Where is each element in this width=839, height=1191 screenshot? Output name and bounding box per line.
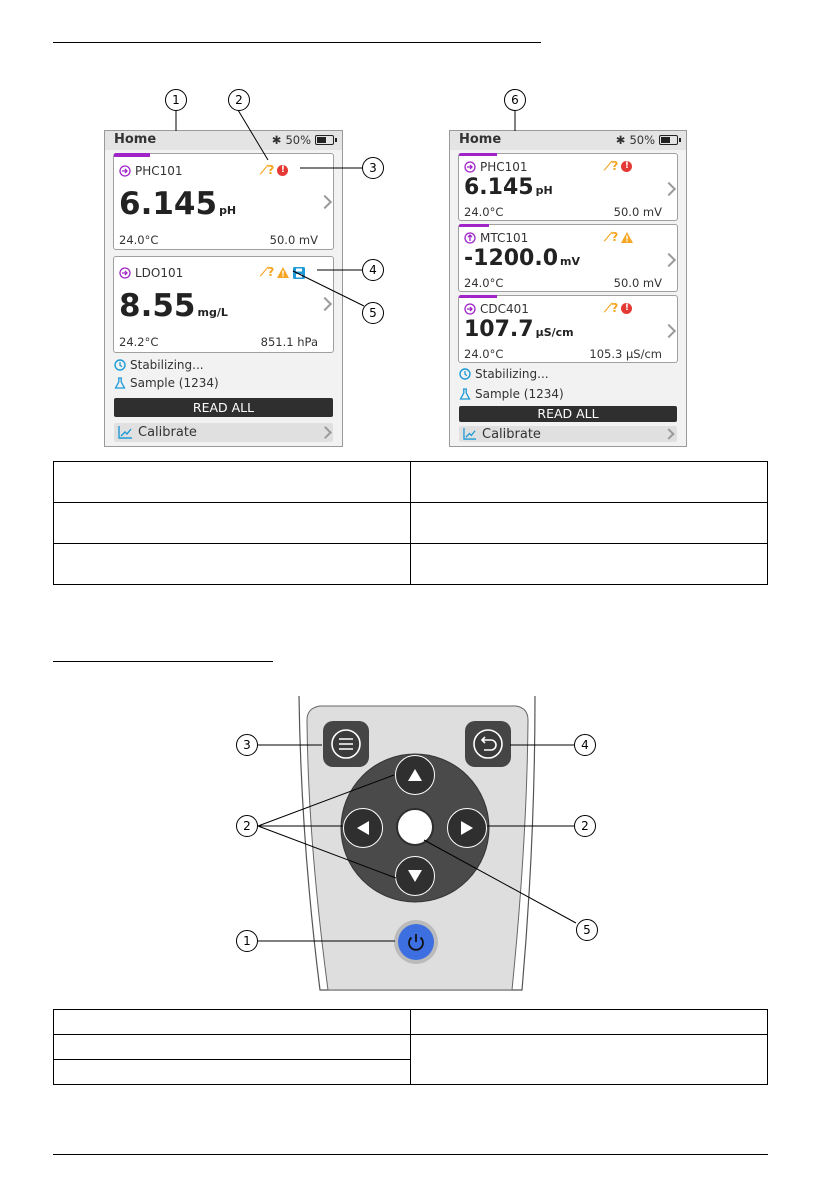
calibrate-label: Calibrate <box>138 425 197 440</box>
error-icon: ! <box>621 303 632 314</box>
table-cell <box>54 462 411 503</box>
screen-callout-leaders <box>0 0 839 460</box>
aux-value: 50.0 mV <box>613 205 662 219</box>
reading-value: 6.145 <box>464 175 534 200</box>
bluetooth-icon: ✱ <box>271 133 282 147</box>
callout-1: 1 <box>165 89 187 111</box>
table-cell <box>54 503 411 544</box>
reading-value: 8.55 <box>119 288 196 324</box>
keypad-callout-1: 1 <box>236 930 258 952</box>
probe-name: PHC101 <box>135 164 183 178</box>
error-icon: ! <box>621 161 632 172</box>
legend-table-screens <box>53 461 768 585</box>
table-row <box>54 503 768 544</box>
probe-name: PHC101 <box>480 160 528 174</box>
keypad-callout-2-left: 2 <box>236 815 258 837</box>
table-row <box>54 1035 768 1060</box>
probe-name: LDO101 <box>135 266 184 280</box>
temperature: 24.0°C <box>464 276 504 290</box>
aux-value: 105.3 µS/cm <box>589 347 662 361</box>
aux-value: 50.0 mV <box>613 276 662 290</box>
reading-unit: mg/L <box>197 306 228 319</box>
table-cell <box>54 1035 411 1060</box>
table-cell <box>54 1060 411 1085</box>
table-cell <box>411 503 768 544</box>
screen-title: Home <box>114 132 157 147</box>
keypad-callout-4: 4 <box>574 734 596 756</box>
table-row <box>54 1010 768 1035</box>
table-cell <box>54 544 411 585</box>
keypad-callout-2-right: 2 <box>574 815 596 837</box>
reading-unit: pH <box>535 184 553 197</box>
probe-name: CDC401 <box>480 302 529 316</box>
temperature: 24.2°C <box>119 335 159 349</box>
callout-4: 4 <box>362 259 384 281</box>
read-all-button[interactable]: READ ALL <box>114 398 333 417</box>
stabilizing-text: Stabilizing... <box>130 358 204 372</box>
reading-value: 6.145 <box>119 186 218 222</box>
sample-text: Sample (1234) <box>130 376 219 390</box>
keypad-callout-leaders <box>0 700 839 960</box>
probe-name: MTC101 <box>480 231 529 245</box>
stabilizing-text: Stabilizing... <box>475 367 549 381</box>
screen-title: Home <box>459 132 502 147</box>
calibration-question-icon: ⟋? <box>260 265 274 279</box>
bluetooth-icon: ✱ <box>615 133 626 147</box>
callout-6: 6 <box>504 89 526 111</box>
calibration-question-icon: ⟋? <box>604 230 618 244</box>
callout-5: 5 <box>362 302 384 324</box>
calibration-question-icon: ⟋? <box>604 159 618 173</box>
callout-3: 3 <box>362 157 384 179</box>
battery-percent: 50% <box>629 133 655 147</box>
reading-unit: mV <box>560 255 581 268</box>
keypad-callout-3: 3 <box>236 734 258 756</box>
calibration-question-icon: ⟋? <box>604 301 618 315</box>
aux-value: 50.0 mV <box>269 233 318 247</box>
calibration-question-icon: ⟋? <box>260 163 274 177</box>
table-cell <box>411 544 768 585</box>
reading-value: 107.7 <box>464 317 534 342</box>
temperature: 24.0°C <box>464 205 504 219</box>
reading-unit: pH <box>219 204 237 217</box>
temperature: 24.0°C <box>464 347 504 361</box>
table-cell <box>411 1010 768 1035</box>
error-icon: ! <box>277 165 288 176</box>
temperature: 24.0°C <box>119 233 159 247</box>
reading-value: -1200.0 <box>464 246 559 271</box>
read-all-button[interactable]: READ ALL <box>459 406 677 422</box>
table-cell <box>411 1035 768 1085</box>
table-cell <box>411 462 768 503</box>
footer-rule <box>53 1154 768 1155</box>
table-row <box>54 544 768 585</box>
reading-unit: µS/cm <box>535 326 574 339</box>
battery-percent: 50% <box>285 133 311 147</box>
sample-text: Sample (1234) <box>475 387 564 401</box>
calibrate-label: Calibrate <box>482 426 541 442</box>
legend-table-keypad <box>53 1009 768 1085</box>
keypad-callout-5: 5 <box>576 919 598 941</box>
table-cell <box>54 1010 411 1035</box>
aux-value: 851.1 hPa <box>260 335 318 349</box>
table-row <box>54 462 768 503</box>
section-rule-keypad <box>53 661 273 662</box>
callout-2: 2 <box>228 89 250 111</box>
